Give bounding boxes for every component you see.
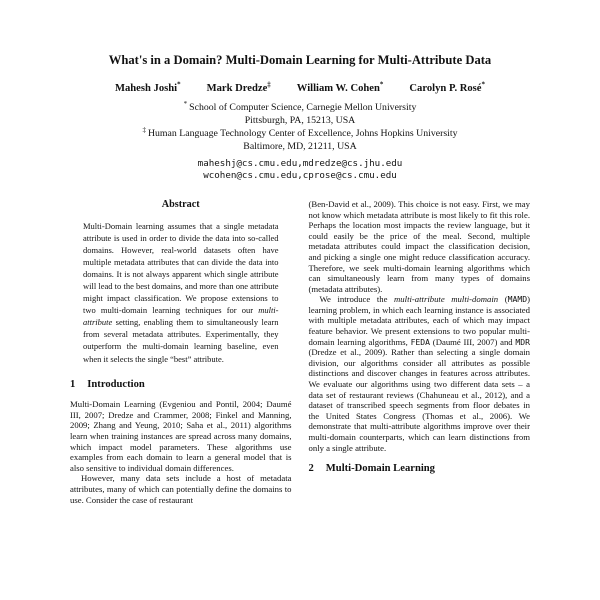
author-affiliation-mark: * <box>379 80 384 89</box>
section-heading-introduction <box>70 380 292 391</box>
affiliation-text: Pittsburgh, PA, 15213, USA <box>244 115 356 127</box>
intro-paragraph-1: Multi-Domain Learning (Evgeniou and Pontil, 2004; Daumé III, 2007; Dredze and Crammer, 2008; Finkel and Manning, 2009; Zhang and Yeung, 2010; Saha et al., 2011) algorithms learn when training instances are spread across many domains, which impact model parameters. These algorithms use examples from each domain to learn a general model that is also sensitive to individual domain differences. <box>70 399 292 473</box>
section-number: 1 <box>70 378 76 390</box>
body-paragraph-1: (Ben-David et al., 2009). This choice is not easy. First, we may not know which metadata attribute is most likely to fit this role. Perhaps the location most impacts the review language, but it could easily be the price of the meal. Second, multiple metadata attributes could impact the classification decision, and picking a single one might reduce classification accuracy. Therefore, we seek multi-domain learning algorithms which can simultaneously learn from many types of domains (metadata attributes). <box>308 198 530 294</box>
email-line: wcohen@cs.cmu.edu,cprose@cs.cmu.edu <box>203 170 397 182</box>
right-column <box>309 199 531 505</box>
intro-paragraph-2: However, many data sets include a host of metadata attributes, many of which can potentially define the domains to use. Consider the case of restaurant <box>70 473 292 505</box>
section-heading-2 <box>309 464 531 475</box>
abstract-heading: Abstract <box>161 198 200 210</box>
author-row <box>70 80 530 95</box>
author-affiliation-mark: * <box>481 80 486 89</box>
affiliation-line <box>70 101 530 114</box>
author-name: William W. Cohen <box>296 83 380 95</box>
author-2 <box>206 80 271 95</box>
author-affiliation-mark: * <box>177 80 181 89</box>
left-column <box>70 199 292 505</box>
author-1 <box>114 80 181 95</box>
two-column-body <box>70 199 530 505</box>
email-line: maheshj@cs.cmu.edu,mdredze@cs.jhu.edu <box>197 158 403 170</box>
affiliation-text: Baltimore, MD, 21211, USA <box>243 141 357 153</box>
affiliation-mark: * <box>183 100 188 109</box>
author-name: Mahesh Joshi <box>114 83 178 95</box>
affiliation-text: Human Language Technology Center of Excellence, Johns Hopkins University <box>147 128 458 140</box>
section-title: Introduction <box>87 378 145 390</box>
affiliations <box>70 101 530 153</box>
author-3 <box>296 80 384 95</box>
section-title: Multi-Domain Learning <box>325 463 435 475</box>
affiliation-text: School of Computer Science, Carnegie Mellon University <box>189 102 417 114</box>
abstract-text: Multi-Domain learning assumes that a single metadata attribute is used in order to divide the data into so-called domains. However, real-world datasets often have multiple metadata attributes that can divide the data into domains. It is not always apparent which single attribute will lead to the best domains, and more than one attribute might impact classification. We propose extensions to two multi-domain learning techniques for our multi-attribute setting, enabling them to simultaneously learn from several metadata attributes. Experimentally, they outperform the multi-domain learning baseline, even when it selects the single “best” attribute. <box>83 220 279 364</box>
section-number: 2 <box>308 463 314 475</box>
paper-title: What's in a Domain? Multi-Domain Learning for Multi-Attribute Data <box>108 53 492 67</box>
body-paragraph-2: We introduce the multi-attribute multi-domain (MAMD) learning problem, in which each learning instance is associated with multiple metadata attributes, each of which may impact feature behavior. We present extensions to two popular multi-domain learning algorithms, FEDA (Daumé III, 2007) and MDR (Dredze et al., 2009). Rather than selecting a single domain division, our algorithms consider all attributes as possible distinctions and discover changes in features across attributes. We evaluate our algorithms using two different data sets – a data set of restaurant reviews (Chahuneau et al., 2012), and a dataset of transcribed speech segments from floor debates in the United States Congress (Thomas et al., 2006). We demonstrate that multi-attribute algorithms improve over their multi-domain counterparts, which can learn distinctions from only a single attribute. <box>308 294 530 453</box>
author-name: Mark Dredze <box>206 83 268 95</box>
author-4 <box>409 80 486 95</box>
affiliation-mark: ‡ <box>142 126 146 135</box>
author-affiliation-mark: ‡ <box>267 80 271 89</box>
paper-header <box>70 52 530 182</box>
affiliation-line <box>70 140 530 153</box>
author-emails <box>70 158 530 182</box>
affiliation-line <box>70 114 530 127</box>
author-name: Carolyn P. Rosé <box>409 83 482 95</box>
affiliation-line <box>70 127 530 140</box>
